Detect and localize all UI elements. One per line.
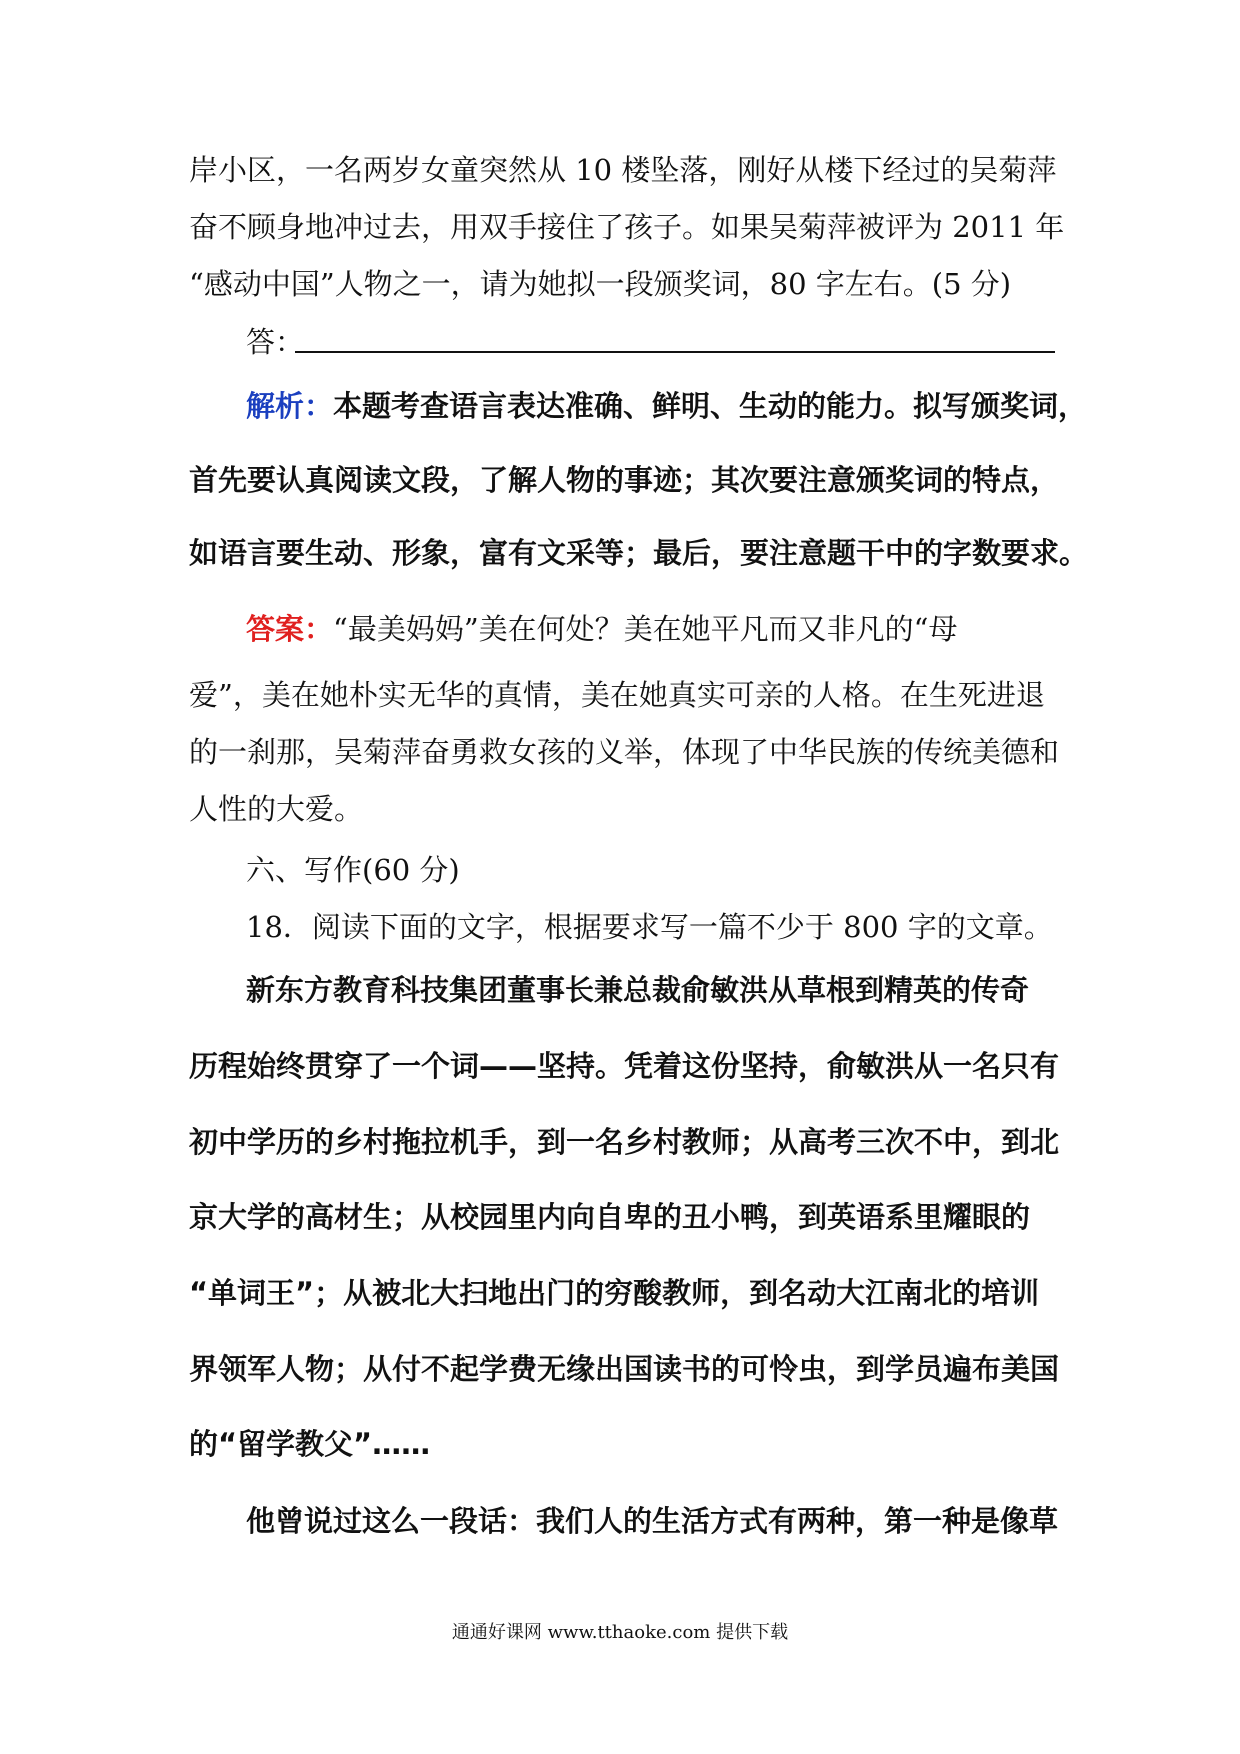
page-footer: 通通好课网 www.tthaoke.com 提供下载 <box>451 1622 789 1643</box>
answer-text: “最美妈妈”美在何处？美在她平凡而又非凡的“母 <box>333 612 958 646</box>
passage-line-7: 的“留学教父”…… <box>189 1427 431 1461</box>
passage-line-2: 历程始终贯穿了一个词——坚持。凭着这份坚持，俞敏洪从一名只有 <box>189 1049 1060 1083</box>
analysis-line-2: 首先要认真阅读文段，了解人物的事迹；其次要注意颁奖词的特点， <box>189 463 1060 497</box>
passage-line-6: 界领军人物；从付不起学费无缘出国读书的可怜虫，到学员遍布美国 <box>189 1352 1060 1386</box>
analysis-text: 本题考查语言表达准确、鲜明、生动的能力。拟写颁奖词， <box>333 389 1088 423</box>
passage-line-4: 京大学的高材生；从校园里内向自卑的丑小鸭，到英语系里耀眼的 <box>189 1200 1031 1234</box>
answer-line-1 <box>246 609 1059 649</box>
answer-label: 答案： <box>246 612 334 646</box>
question-18: 18．阅读下面的文字，根据要求写一篇不少于 800 字的文章。 <box>246 910 1053 944</box>
passage-line-5: “单词王”；从被北大扫地出门的穷酸教师，到名动大江南北的培训 <box>189 1276 1040 1310</box>
passage-line-1: 新东方教育科技集团董事长兼总裁俞敏洪从草根到精英的传奇 <box>246 973 1030 1007</box>
section-heading: 六、写作(60 分) <box>246 853 460 887</box>
answer-line-3: 的一刹那，吴菊萍奋勇救女孩的义举，体现了中华民族的传统美德和 <box>189 735 1060 769</box>
answer-line-2: 爱”，美在她朴实无华的真情，美在她真实可亲的人格。在生死进退 <box>189 678 1045 712</box>
question-line-2: 奋不顾身地冲过去，用双手接住了孩子。如果吴菊萍被评为 2011 年 <box>189 210 1065 244</box>
passage-line-8: 他曾说过这么一段话：我们人的生活方式有两种，第一种是像草 <box>246 1504 1059 1538</box>
answer-line-4: 人性的大爱。 <box>189 792 364 826</box>
question-line-3: “感动中国”人物之一，请为她拟一段颁奖词，80 字左右。(5 分) <box>189 267 1012 301</box>
passage-line-3: 初中学历的乡村拖拉机手，到一名乡村教师；从高考三次不中，到北 <box>189 1125 1060 1159</box>
answer-prompt: 答： <box>246 325 305 359</box>
analysis-line-1 <box>246 386 1088 426</box>
analysis-label: 解析： <box>246 389 334 423</box>
question-line-1: 岸小区，一名两岁女童突然从 10 楼坠落，刚好从楼下经过的吴菊萍 <box>189 153 1057 187</box>
answer-blank-line[interactable] <box>295 351 1055 353</box>
analysis-line-3: 如语言要生动、形象，富有文采等；最后，要注意题干中的字数要求。 <box>189 536 1089 570</box>
